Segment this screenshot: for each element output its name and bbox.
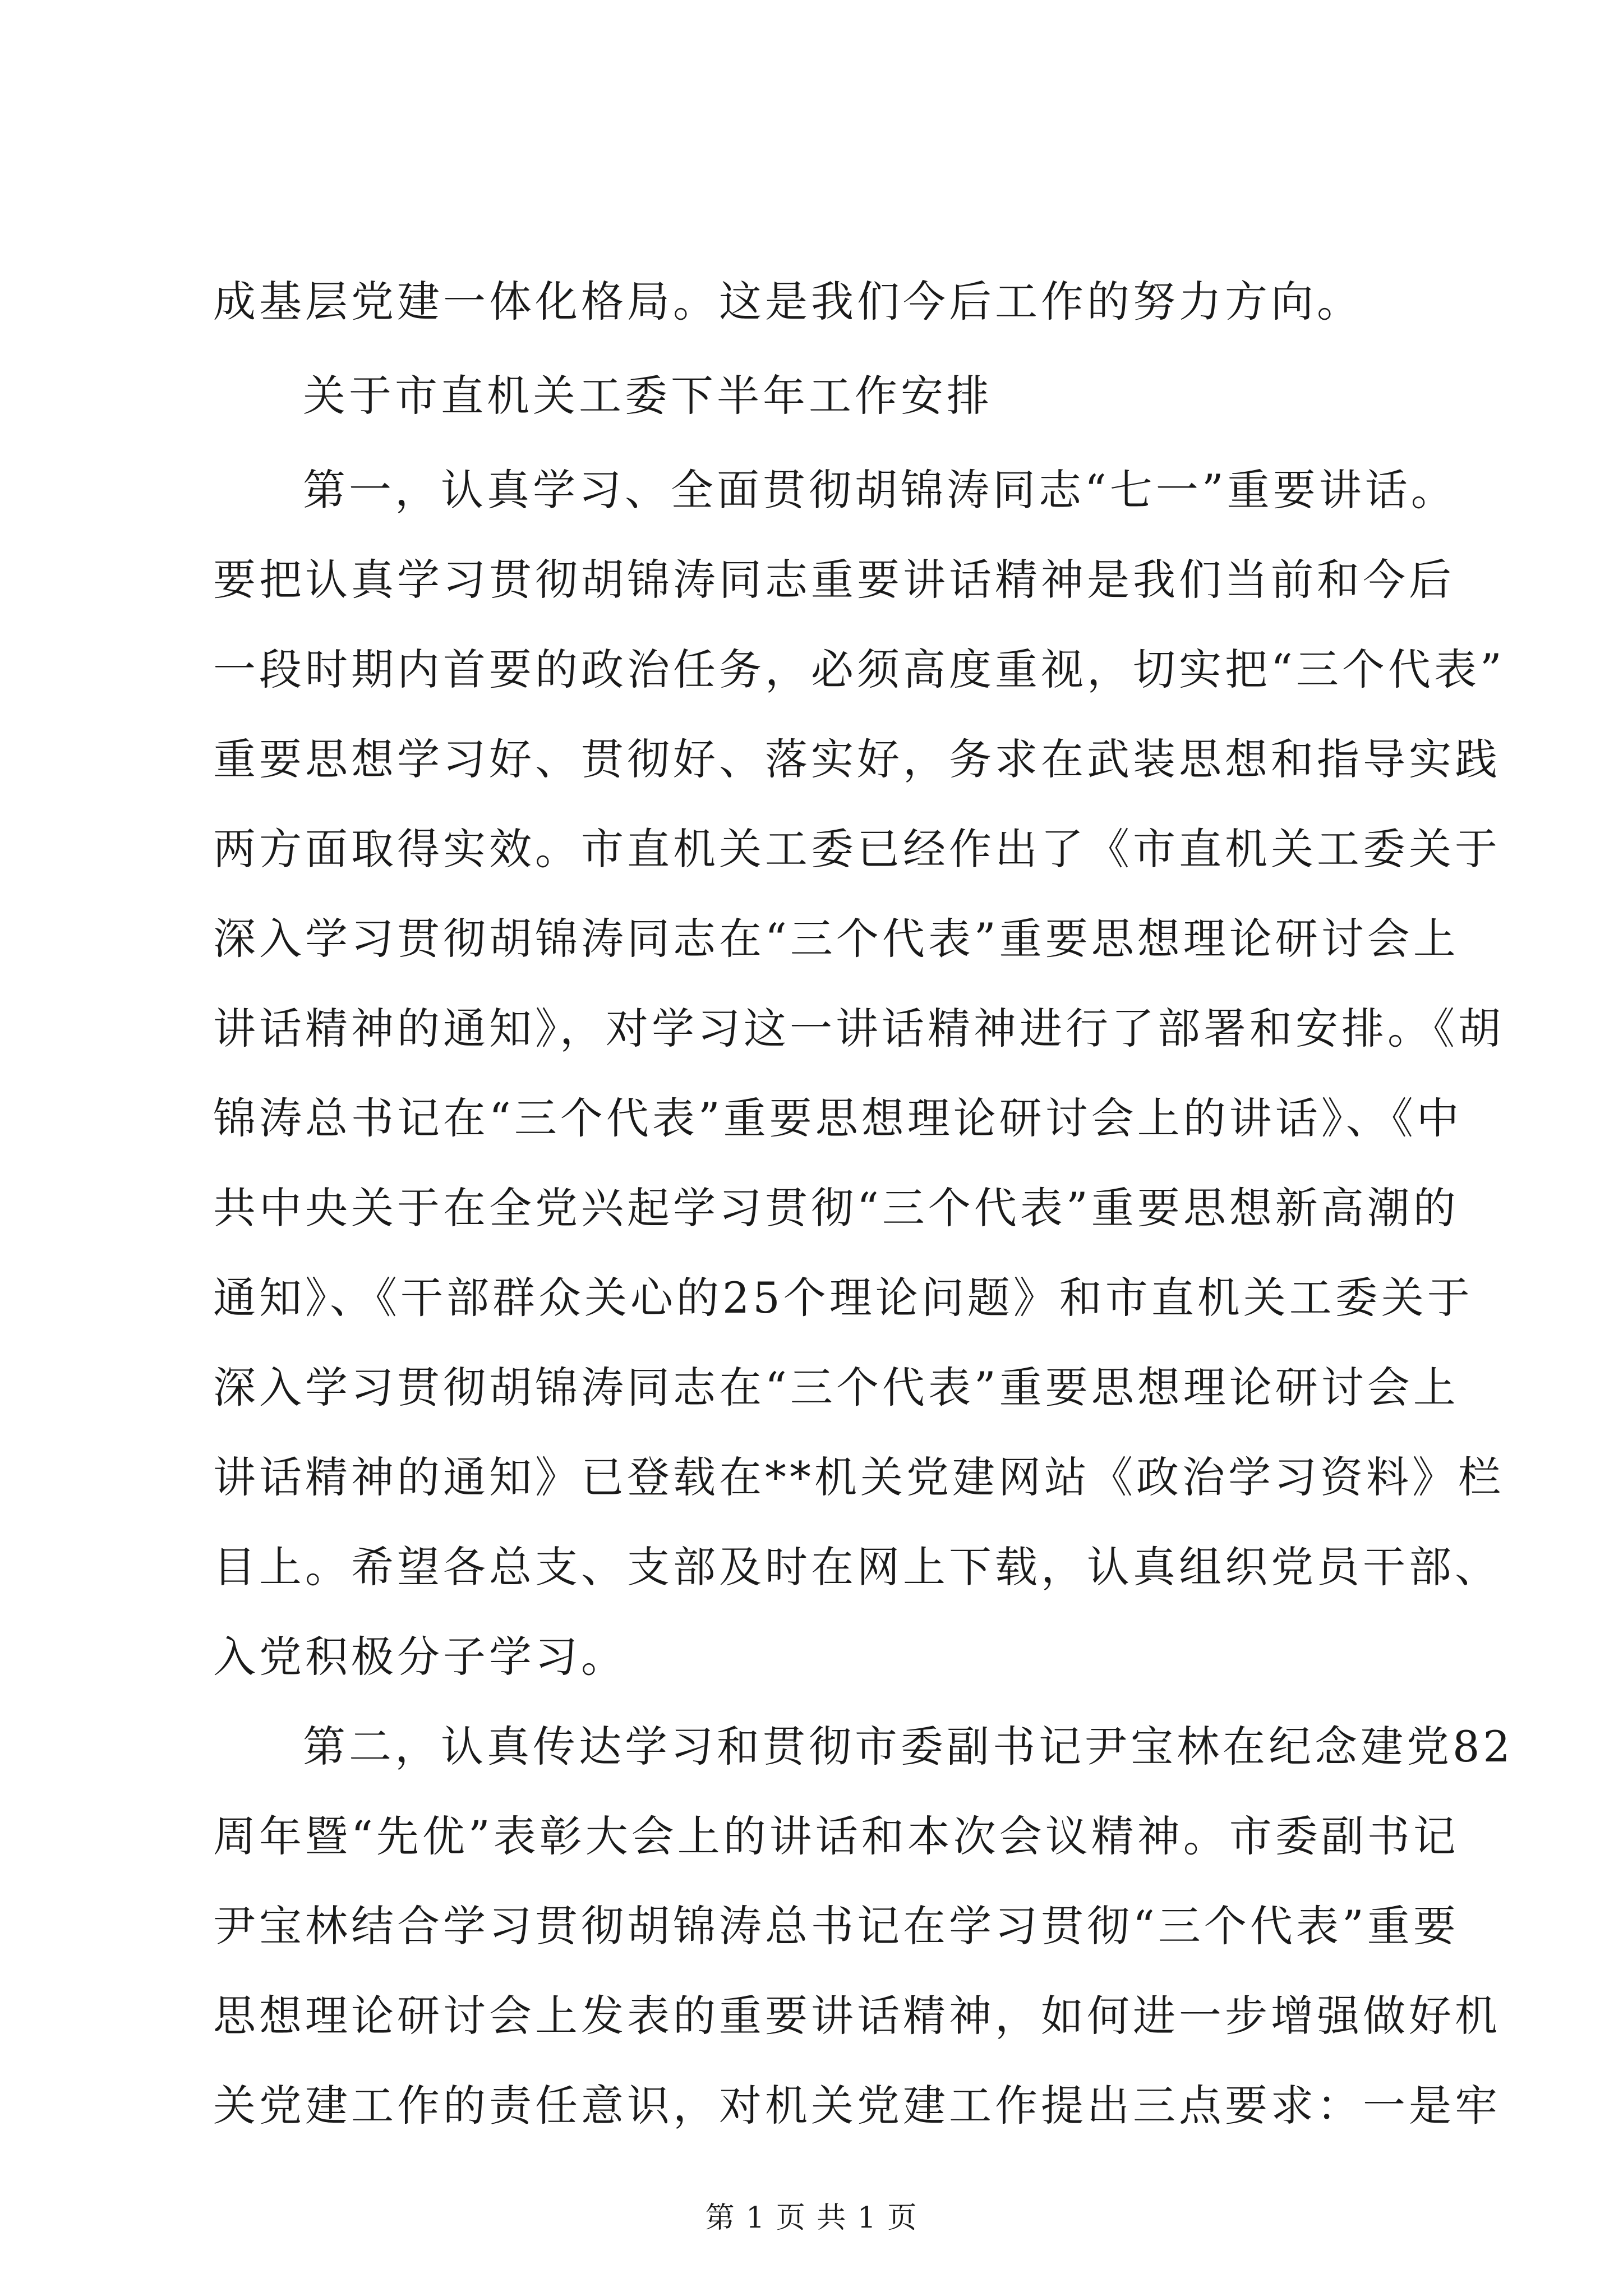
text-line: 深入学习贯彻胡锦涛同志在“三个代表”重要思想理论研讨会上 — [213, 1363, 1459, 1412]
text-line: 讲话精神的通知》已登载在**机关党建网站《政治学习资料》栏 — [213, 1452, 1504, 1502]
text-line: 尹宝林结合学习贯彻胡锦涛总书记在学习贯彻“三个代表”重要 — [213, 1901, 1459, 1951]
text-line: 目上。希望各总支、支部及时在网上下载，认真组织党员干部、 — [213, 1542, 1501, 1592]
text-line: 两方面取得实效。市直机关工委已经作出了《市直机关工委关于 — [213, 824, 1501, 874]
text-line: 入党积极分子学习。 — [213, 1632, 627, 1682]
text-line: 要把认真学习贯彻胡锦涛同志重要讲话精神是我们当前和今后 — [213, 555, 1455, 605]
text-line: 关党建工作的责任意识，对机关党建工作提出三点要求：一是牢 — [213, 2081, 1501, 2131]
text-line: 一段时期内首要的政治任务，必须高度重视，切实把“三个代表” — [213, 645, 1505, 694]
text-line: 讲话精神的通知》，对学习这一讲话精神进行了部署和安排。《胡 — [213, 1004, 1504, 1053]
page-footer: 第 1 页 共 1 页 — [705, 2201, 918, 2235]
text-line: 成基层党建一体化格局。这是我们今后工作的努力方向。 — [213, 277, 1363, 326]
section-heading: 关于市直机关工委下半年工作安排 — [303, 371, 993, 421]
text-line: 周年暨“先优”表彰大会上的讲话和本次会议精神。市委副书记 — [213, 1811, 1459, 1861]
text-line: 锦涛总书记在“三个代表”重要思想理论研讨会上的讲话》、《中 — [213, 1093, 1463, 1143]
text-line: 共中央关于在全党兴起学习贯彻“三个代表”重要思想新高潮的 — [213, 1183, 1459, 1233]
text-line: 通知》、《干部群众关心的25个理论问题》和市直机关工委关于 — [213, 1273, 1473, 1323]
text-line: 重要思想学习好、贯彻好、落实好，务求在武装思想和指导实践 — [213, 734, 1501, 784]
text-line: 深入学习贯彻胡锦涛同志在“三个代表”重要思想理论研讨会上 — [213, 914, 1459, 964]
text-line: 第二，认真传达学习和贯彻市委副书记尹宝林在纪念建党82 — [303, 1722, 1514, 1772]
text-line: 第一，认真学习、全面贯彻胡锦涛同志“七一”重要讲话。 — [303, 465, 1457, 515]
text-line: 思想理论研讨会上发表的重要讲话精神，如何进一步增强做好机 — [213, 1991, 1501, 2041]
